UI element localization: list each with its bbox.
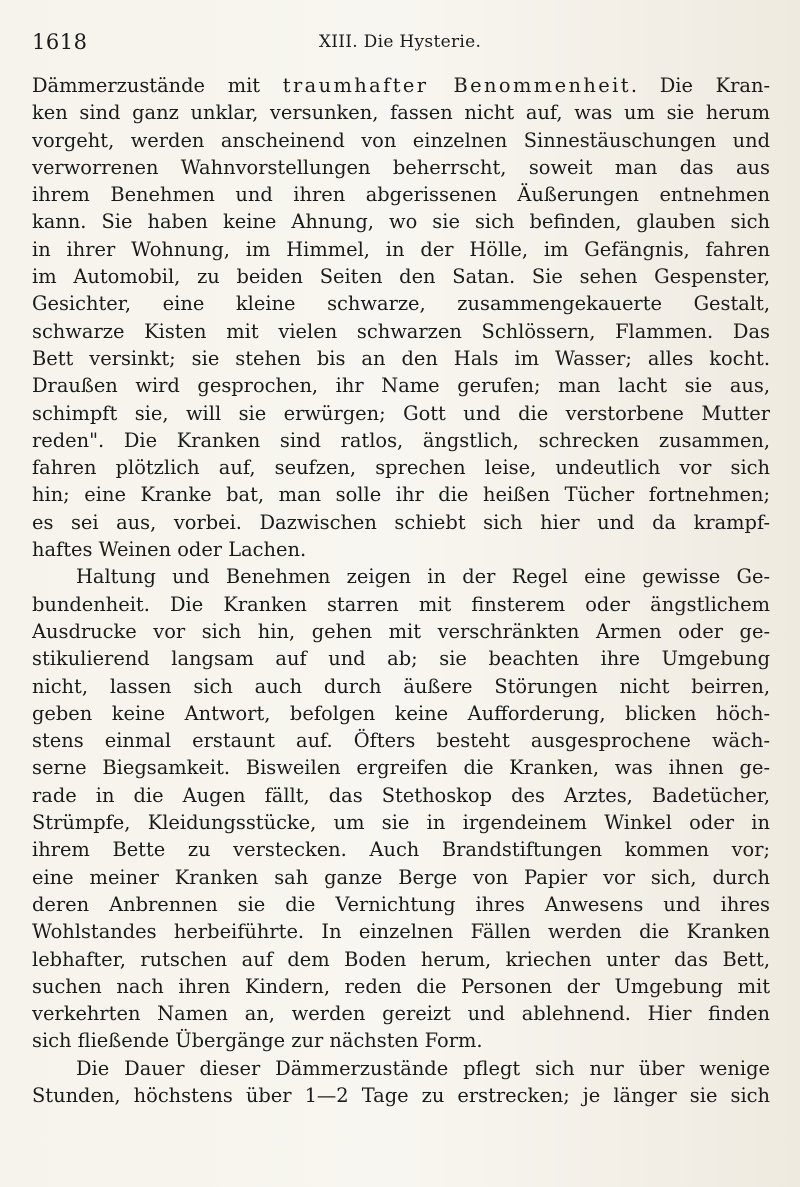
paragraph: [32, 563, 770, 1054]
text-line: [32, 591, 770, 618]
text-segment: Strümpfe, Kleidungsstücke, um sie in irgendeinem Winkel oder in: [32, 811, 770, 835]
text-segment: es sei aus, vorbei. Dazwischen schiebt sich hier und da krampf-: [32, 510, 770, 534]
text-line: [32, 727, 770, 754]
text-segment: deren Anbrennen sie die Vernichtung ihres Anwesens und ihres: [32, 892, 770, 916]
text-line: [32, 946, 770, 973]
text-segment: Dämmerzustände mit: [32, 74, 283, 97]
text-line: [32, 372, 770, 399]
text-segment: in ihrer Wohnung, im Himmel, in der Hölle, im Gefängnis, fahren: [32, 237, 770, 261]
body-text: [32, 72, 770, 1109]
text-line: [32, 154, 770, 181]
text-segment: Wohlstandes herbeiführte. In einzelnen Fällen werden die Kranken: [32, 920, 770, 944]
text-line: [32, 1055, 770, 1082]
text-line: [32, 645, 770, 672]
text-line: [32, 345, 770, 372]
text-segment: haftes Weinen oder Lachen.: [32, 538, 307, 562]
paragraph: [32, 1055, 770, 1110]
text-segment: verkehrten Namen an, werden gereizt und ablehnend. Hier finden: [32, 1002, 770, 1026]
text-segment: schimpft sie, will sie erwürgen; Gott und die verstorbene Mutter: [32, 401, 770, 425]
text-line: [32, 673, 770, 700]
text-segment: Gesichter, eine kleine schwarze, zusammengekauerte Gestalt,: [32, 292, 770, 316]
text-line: [32, 127, 770, 154]
text-segment: nicht, lassen sich auch durch äußere Störungen nicht beirren,: [32, 674, 770, 698]
text-segment: . Die Kran-: [630, 74, 770, 97]
text-line: [32, 836, 770, 863]
text-line: [32, 236, 770, 263]
text-segment: geben keine Antwort, befolgen keine Aufforderung, blicken höch-: [32, 701, 770, 725]
paragraph: [32, 72, 770, 563]
text-line: [32, 563, 770, 590]
text-segment: stens einmal erstaunt auf. Öfters besteht ausgesprochene wäch-: [32, 729, 770, 753]
text-line: [32, 208, 770, 235]
text-segment: serne Biegsamkeit. Bisweilen ergreifen die Kranken, was ihnen ge-: [32, 756, 770, 780]
text-line: [32, 427, 770, 454]
text-segment: sich fließende Übergänge zur nächsten Form.: [32, 1029, 483, 1053]
text-segment: reden". Die Kranken sind ratlos, ängstlich, schrecken zusammen,: [32, 428, 770, 452]
text-line: [32, 72, 770, 99]
text-line: [32, 1000, 770, 1027]
text-segment: ken sind ganz unklar, versunken, fassen nicht auf, was um sie herum: [32, 101, 770, 125]
text-segment: stikulierend langsam auf und ab; sie beachten ihre Umgebung: [32, 647, 770, 671]
text-line: [32, 754, 770, 781]
text-segment: vorgeht, werden anscheinend von einzelnen Sinnestäuschungen und: [32, 128, 770, 152]
text-segment: Die Dauer dieser Dämmerzustände pflegt sich nur über wenige: [76, 1056, 770, 1080]
text-segment: im Automobil, zu beiden Seiten den Satan. Sie sehen Gespenster,: [32, 265, 770, 289]
text-segment: kann. Sie haben keine Ahnung, wo sie sich befinden, glauben sich: [32, 210, 770, 234]
text-segment: bundenheit. Die Kranken starren mit finsterem oder ängstlichem: [32, 592, 770, 616]
text-line: [32, 263, 770, 290]
text-line: [32, 318, 770, 345]
text-segment: ihrem Bette zu verstecken. Auch Brandstiftungen kommen vor;: [32, 838, 770, 862]
text-segment: rade in die Augen fällt, das Stethoskop des Arztes, Badetücher,: [32, 783, 770, 807]
text-segment: hin; eine Kranke bat, man solle ihr die heißen Tücher fortnehmen;: [32, 483, 770, 507]
text-line: [32, 400, 770, 427]
text-segment: lebhafter, rutschen auf dem Boden herum, kriechen unter das Bett,: [32, 947, 770, 971]
text-line: [32, 181, 770, 208]
text-line: [32, 809, 770, 836]
text-segment: suchen nach ihren Kindern, reden die Personen der Umgebung mit: [32, 974, 770, 998]
page-number: 1618: [32, 30, 88, 54]
text-segment: Stunden, höchstens über 1—2 Tage zu erstrecken; je länger sie sich: [32, 1083, 770, 1107]
show-through-text: [560, 566, 565, 585]
text-segment: fahren plötzlich auf, seufzen, sprechen leise, undeutlich vor sich: [32, 456, 770, 480]
text-line: [32, 782, 770, 809]
text-segment: schwarze Kisten mit vielen schwarzen Schlössern, Flammen. Das: [32, 319, 770, 343]
text-segment: Bett versinkt; sie stehen bis an den Hals im Wasser; alles kocht.: [32, 346, 770, 370]
text-line: [32, 454, 770, 481]
text-line: [32, 536, 770, 563]
text-segment: verworrenen Wahnvorstellungen beherrscht, soweit man das aus: [32, 155, 770, 179]
chapter-title: XIII. Die Hysterie.: [318, 32, 482, 52]
emphasized-term: traumhafter Benommenheit: [282, 74, 631, 97]
text-line: [32, 891, 770, 918]
text-line: [32, 618, 770, 645]
text-line: [32, 99, 770, 126]
running-head: [32, 30, 768, 58]
text-line: [32, 918, 770, 945]
text-segment: eine meiner Kranken sah ganze Berge von Papier vor sich, durch: [32, 865, 770, 889]
text-segment: Draußen wird gesprochen, ihr Name gerufen; man lacht sie aus,: [32, 374, 770, 398]
text-line: [32, 290, 770, 317]
text-line: [32, 1082, 770, 1109]
text-segment: ihrem Benehmen und ihren abgerissenen Äußerungen entnehmen: [32, 183, 770, 207]
text-line: [32, 481, 770, 508]
text-line: [32, 700, 770, 727]
text-segment: Ausdrucke vor sich hin, gehen mit verschränkten Armen oder ge-: [32, 619, 770, 643]
text-line: [32, 864, 770, 891]
text-line: [32, 509, 770, 536]
text-segment: Haltung und Benehmen zeigen in der Regel eine gewisse Ge-: [76, 565, 770, 589]
text-line: [32, 973, 770, 1000]
text-line: [32, 1027, 770, 1054]
